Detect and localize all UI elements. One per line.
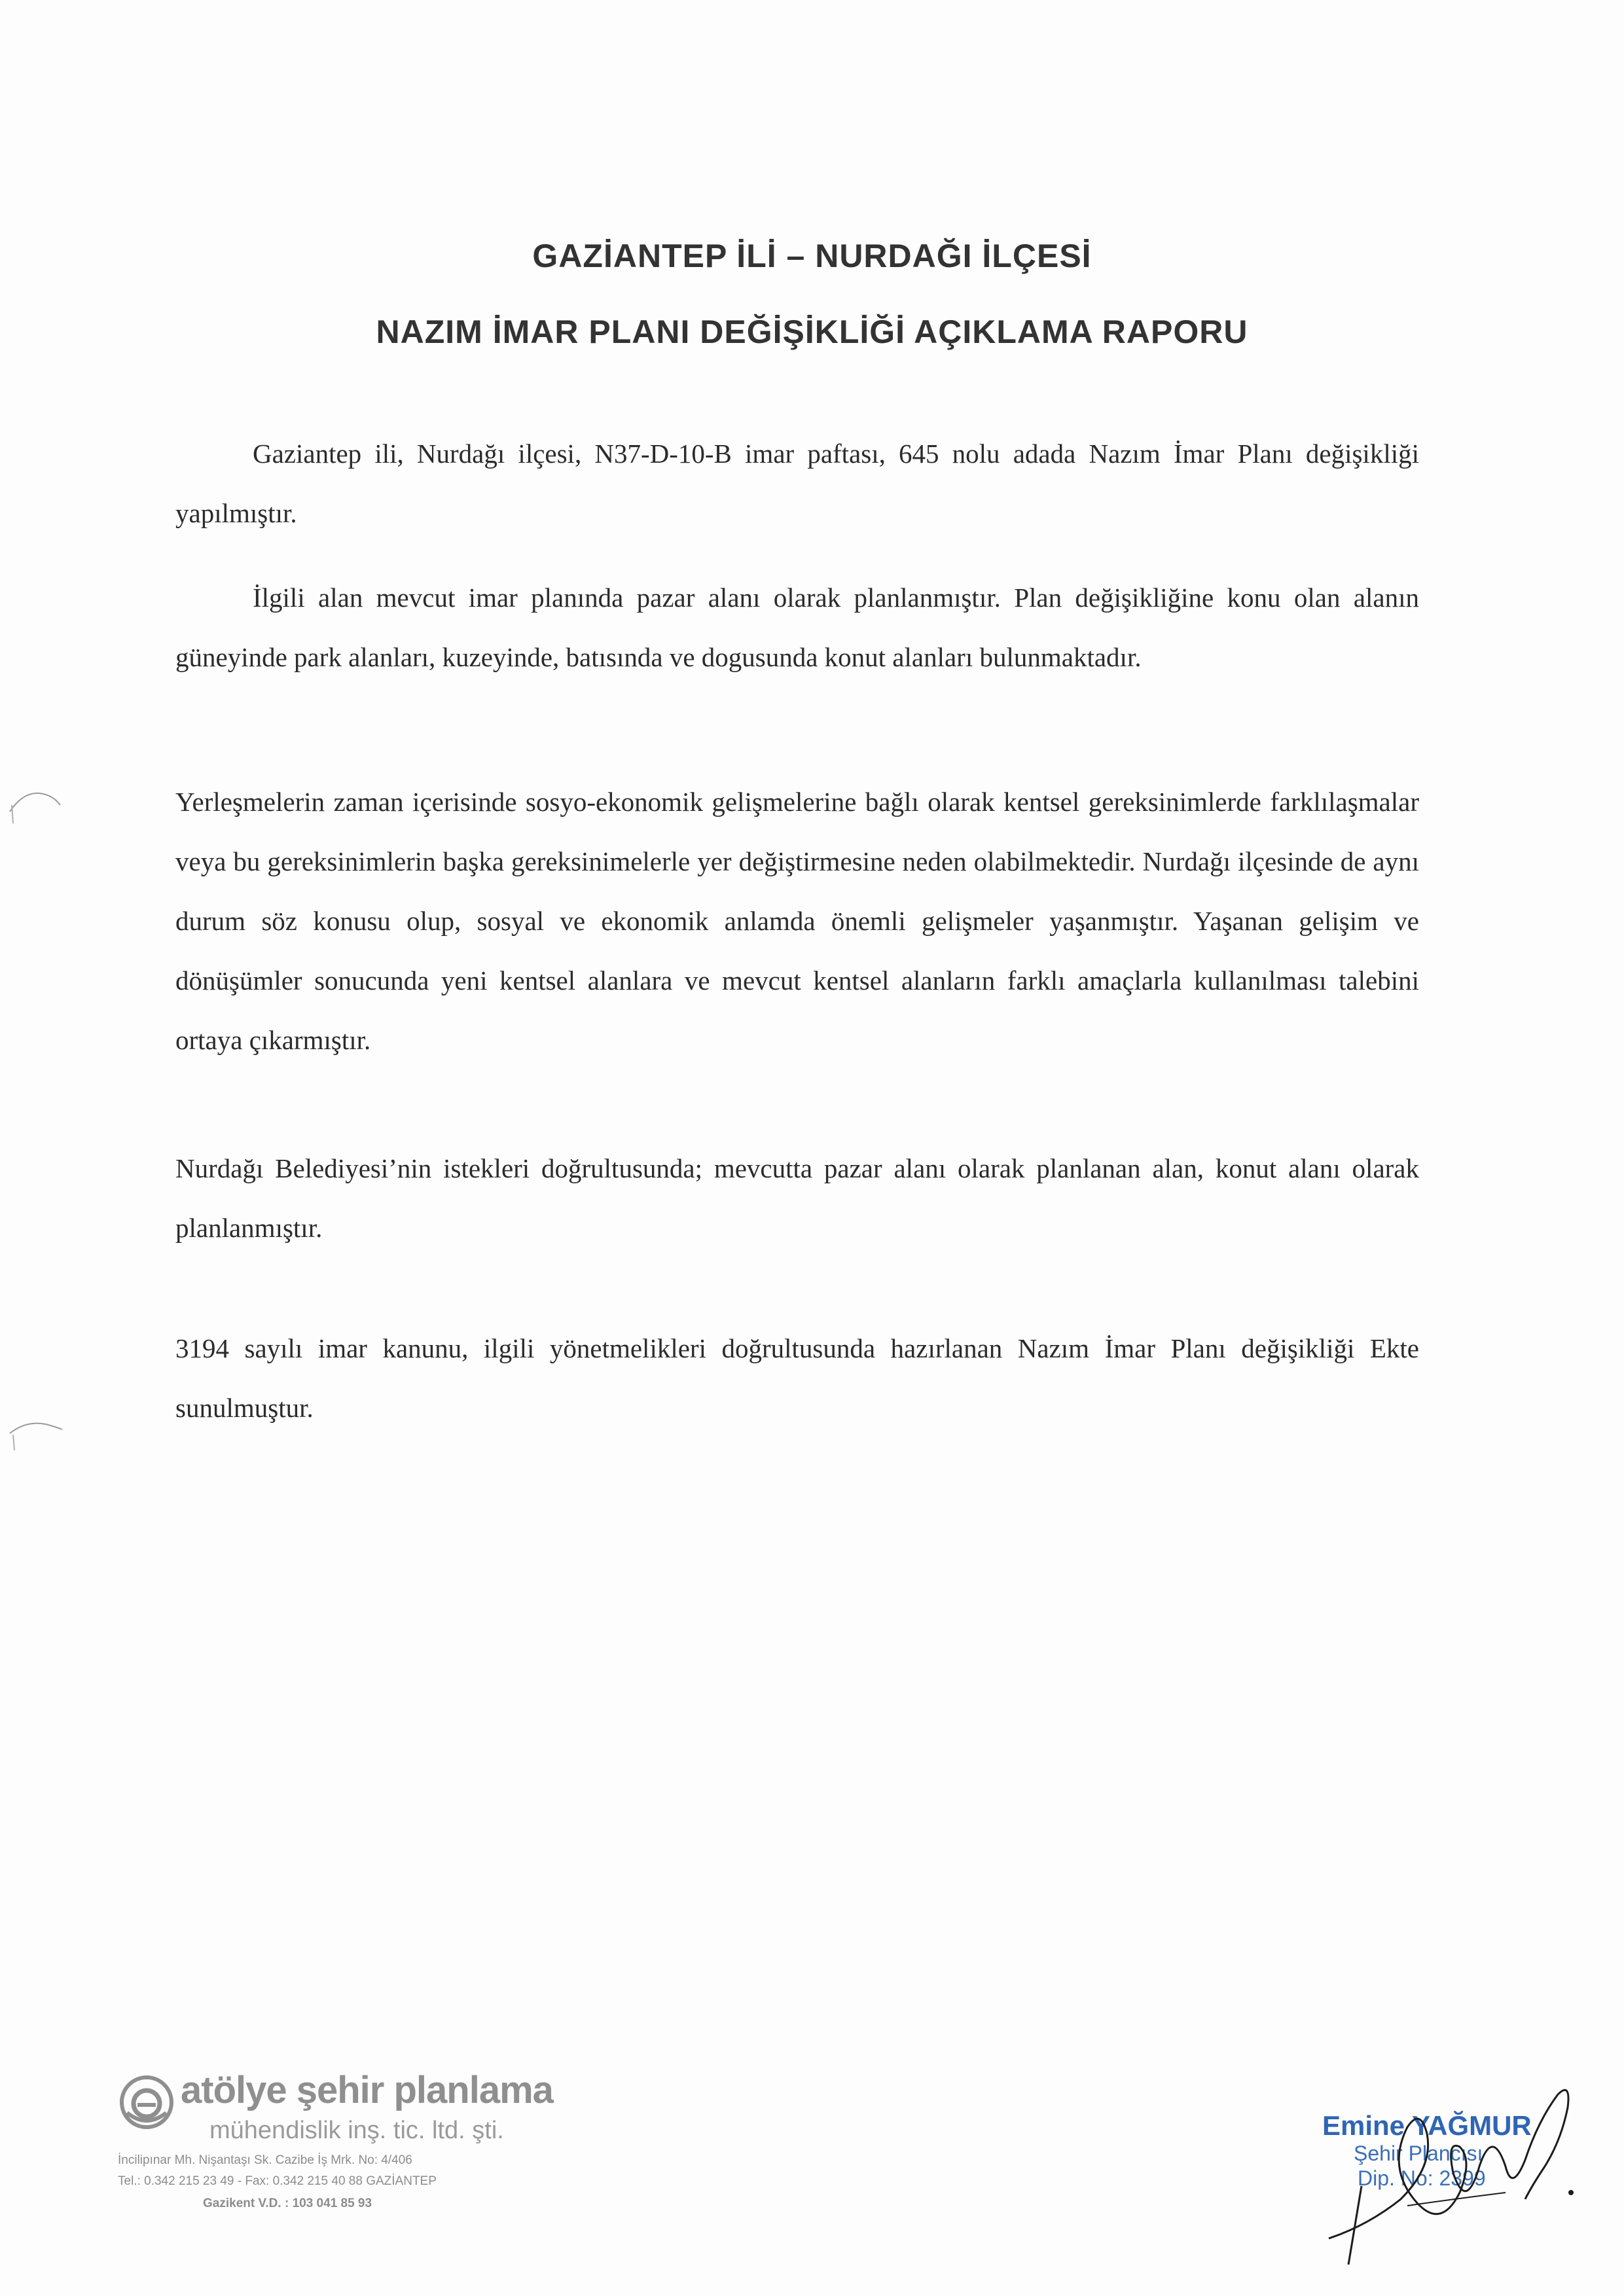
signer-diploma: Dip. No: 2399: [1358, 2166, 1486, 2190]
company-stamp: [118, 2068, 553, 2225]
company-logo-icon: [118, 2073, 175, 2131]
document-title-line1: GAZİANTEP İLİ – NURDAĞI İLÇESİ: [532, 238, 1092, 274]
company-subtitle: mühendislik inş. tic. ltd. şti.: [209, 2117, 504, 2144]
document-title-line2: NAZIM İMAR PLANI DEĞİŞİKLİĞİ AÇIKLAMA RAPORU: [376, 314, 1248, 350]
paragraph-1: Gaziantep ili, Nurdağı ilçesi, N37-D-10-B imar paftası, 645 nolu adada Nazım İmar Planı değişikliği yapılmıştır.: [175, 439, 1419, 528]
punch-hole-mark: [7, 1414, 65, 1453]
handwritten-signature: [1309, 2068, 1597, 2265]
company-address: İncilipınar Mh. Nişantaşı Sk. Cazibe İş Mrk. No: 4/406: [118, 2153, 412, 2167]
signer-name: Emine YAĞMUR: [1322, 2110, 1532, 2141]
paragraph-2: İlgili alan mevcut imar planında pazar alanı olarak planlanmıştır. Plan değişikliğine konu olan alanın güneyinde park alanları, kuzeyinde, batısında ve dogusunda konut alanları bulunmaktadır.: [175, 583, 1419, 672]
signer-title: Şehir Plancısı: [1354, 2142, 1483, 2165]
company-name: atölye şehir planlama: [181, 2069, 553, 2111]
paragraph-3: Yerleşmelerin zaman içerisinde sosyo-ekonomik gelişmelerine bağlı olarak kentsel gereksinimlerde farklılaşmalar veya bu gereksinimlerin başka gereksinimelerle yer değiştirmesine neden olabilmektedir. Nurdağı ilçesinde de aynı durum söz konusu olup, sosyal ve ekonomik anlamda önemli gelişmeler yaşanmıştır. Yaşanan gelişim ve dönüşümler sonucunda yeni kentsel alanlara ve mevcut kentsel alanların farklı amaçlarla kullanılması talebini ortaya çıkarmıştır.: [175, 787, 1419, 1055]
paragraph-4: Nurdağı Belediyesi’nin istekleri doğrultusunda; mevcutta pazar alanı olarak planlanan alan, konut alanı olarak planlanmıştır.: [175, 1153, 1419, 1243]
paragraph-5: 3194 sayılı imar kanunu, ilgili yönetmelikleri doğrultusunda hazırlanan Nazım İmar Planı değişikliği Ekte sunulmuştur.: [175, 1333, 1419, 1423]
company-tax-office: Gazikent V.D. : 103 041 85 93: [203, 2197, 372, 2210]
punch-hole-mark: [7, 785, 65, 825]
signer-stamp: [1309, 2068, 1597, 2265]
company-phone: Tel.: 0.342 215 23 49 - Fax: 0.342 215 40 88 GAZİANTEP: [118, 2174, 437, 2188]
